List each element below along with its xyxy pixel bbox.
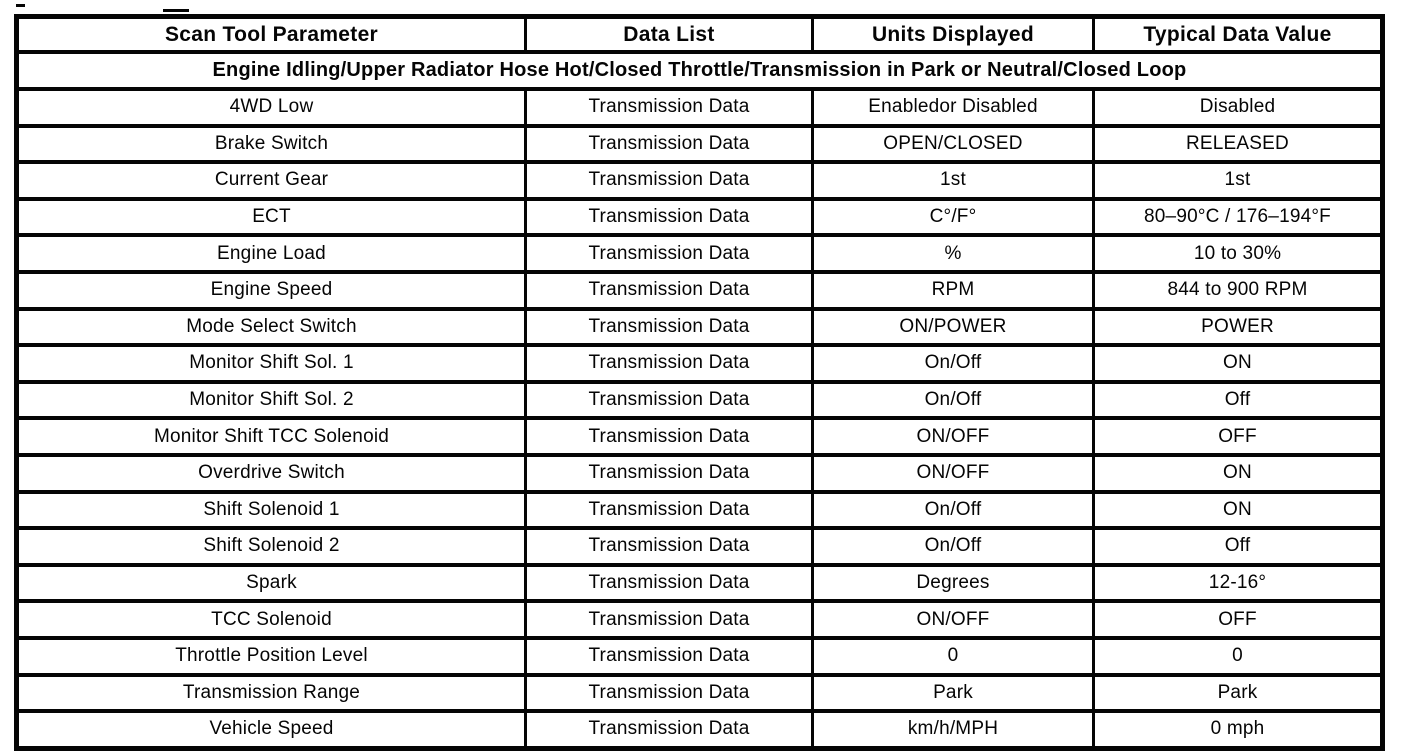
table-cell: Degrees: [813, 565, 1094, 602]
table-cell: Transmission Data: [526, 638, 813, 675]
table-cell: 0: [813, 638, 1094, 675]
table-cell: Transmission Data: [526, 675, 813, 712]
table-cell: Transmission Data: [526, 382, 813, 419]
table-cell: Transmission Data: [526, 601, 813, 638]
table-row: [17, 638, 1383, 675]
table-cell: Transmission Data: [526, 455, 813, 492]
table-cell: Park: [1094, 675, 1383, 712]
table-row: [17, 345, 1383, 382]
table-row: [17, 675, 1383, 712]
table-cell: Transmission Data: [526, 309, 813, 346]
table-cell: ON/OFF: [813, 455, 1094, 492]
table-cell: Transmission Data: [526, 492, 813, 529]
table-row: [17, 601, 1383, 638]
table-cell: Transmission Range: [17, 675, 526, 712]
table-cell: %: [813, 235, 1094, 272]
table-row: [17, 309, 1383, 346]
table-cell: Off: [1094, 528, 1383, 565]
scan-artifact-dash: [163, 9, 189, 12]
table-cell: 1st: [813, 162, 1094, 199]
table-cell: Off: [1094, 382, 1383, 419]
table-cell: 80–90°C / 176–194°F: [1094, 199, 1383, 236]
table-cell: Brake Switch: [17, 126, 526, 163]
table-cell: OFF: [1094, 601, 1383, 638]
table-cell: C°/F°: [813, 199, 1094, 236]
column-header-scan-tool-parameter: Scan Tool Parameter: [17, 17, 526, 53]
table-row: [17, 528, 1383, 565]
column-header-units-displayed: Units Displayed: [813, 17, 1094, 53]
scan-tool-data-table: [14, 14, 1385, 751]
table-cell: Enabledor Disabled: [813, 89, 1094, 126]
table-cell: Shift Solenoid 2: [17, 528, 526, 565]
table-cell: Transmission Data: [526, 711, 813, 748]
table-row: [17, 455, 1383, 492]
table-body: [17, 89, 1383, 748]
table-cell: Transmission Data: [526, 199, 813, 236]
table-cell: Transmission Data: [526, 235, 813, 272]
table-cell: Monitor Shift Sol. 1: [17, 345, 526, 382]
table-cell: POWER: [1094, 309, 1383, 346]
table-cell: ECT: [17, 199, 526, 236]
column-header-typical-data-value: Typical Data Value: [1094, 17, 1383, 53]
table-row: [17, 418, 1383, 455]
table-cell: 844 to 900 RPM: [1094, 272, 1383, 309]
table-cell: ON/OFF: [813, 601, 1094, 638]
table-row: [17, 565, 1383, 602]
table-cell: Transmission Data: [526, 528, 813, 565]
table-cell: Current Gear: [17, 162, 526, 199]
table-cell: RPM: [813, 272, 1094, 309]
table-cell: Throttle Position Level: [17, 638, 526, 675]
table-cell: 10 to 30%: [1094, 235, 1383, 272]
table-cell: Engine Load: [17, 235, 526, 272]
table-cell: ON: [1094, 345, 1383, 382]
table-cell: Overdrive Switch: [17, 455, 526, 492]
table-cell: 4WD Low: [17, 89, 526, 126]
table-cell: ON: [1094, 455, 1383, 492]
table-cell: ON/POWER: [813, 309, 1094, 346]
table-cell: Transmission Data: [526, 126, 813, 163]
table-cell: Mode Select Switch: [17, 309, 526, 346]
table-cell: Spark: [17, 565, 526, 602]
table-row: [17, 492, 1383, 529]
table-cell: Shift Solenoid 1: [17, 492, 526, 529]
table-row: [17, 89, 1383, 126]
table-cell: 0: [1094, 638, 1383, 675]
table-cell: 12-16°: [1094, 565, 1383, 602]
table-header-row: [17, 17, 1383, 53]
table-cell: Park: [813, 675, 1094, 712]
table-cell: On/Off: [813, 492, 1094, 529]
test-condition-text: Engine Idling/Upper Radiator Hose Hot/Closed Throttle/Transmission in Park or Neutral/Closed Loop: [17, 52, 1383, 89]
table-cell: Disabled: [1094, 89, 1383, 126]
test-condition-row: [17, 52, 1383, 89]
table-row: [17, 711, 1383, 748]
table-row: [17, 199, 1383, 236]
table-cell: On/Off: [813, 345, 1094, 382]
table-cell: ON/OFF: [813, 418, 1094, 455]
table-cell: Transmission Data: [526, 272, 813, 309]
table-cell: On/Off: [813, 382, 1094, 419]
table-cell: Monitor Shift Sol. 2: [17, 382, 526, 419]
table-cell: 1st: [1094, 162, 1383, 199]
table-cell: RELEASED: [1094, 126, 1383, 163]
table-cell: Transmission Data: [526, 162, 813, 199]
table-cell: Transmission Data: [526, 89, 813, 126]
column-header-data-list: Data List: [526, 17, 813, 53]
table-cell: TCC Solenoid: [17, 601, 526, 638]
table-cell: OFF: [1094, 418, 1383, 455]
table-row: [17, 272, 1383, 309]
table-cell: ON: [1094, 492, 1383, 529]
table-cell: Transmission Data: [526, 345, 813, 382]
table-cell: 0 mph: [1094, 711, 1383, 748]
table-cell: OPEN/CLOSED: [813, 126, 1094, 163]
table-cell: Vehicle Speed: [17, 711, 526, 748]
table-row: [17, 162, 1383, 199]
table-cell: Engine Speed: [17, 272, 526, 309]
table-cell: km/h/MPH: [813, 711, 1094, 748]
table-cell: On/Off: [813, 528, 1094, 565]
scan-artifact-tick: [16, 4, 25, 7]
table-cell: Monitor Shift TCC Solenoid: [17, 418, 526, 455]
table-row: [17, 235, 1383, 272]
table-cell: Transmission Data: [526, 418, 813, 455]
table-row: [17, 126, 1383, 163]
table-cell: Transmission Data: [526, 565, 813, 602]
table-row: [17, 382, 1383, 419]
